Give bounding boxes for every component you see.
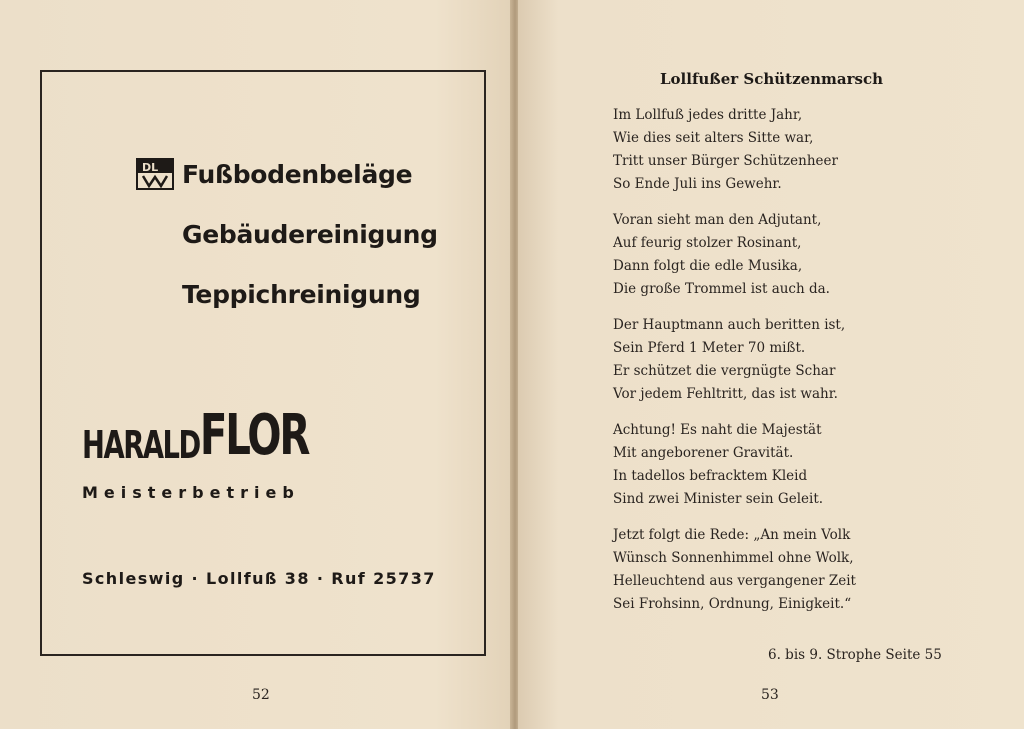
- stanza-line: Wie dies seit alters Sitte war,: [613, 130, 814, 146]
- brand-first-name: HARALD: [82, 423, 200, 467]
- stanza-line: Der Hauptmann auch beritten ist,: [613, 317, 846, 333]
- stanza-line: So Ende Juli ins Gewehr.: [613, 176, 782, 192]
- stanza-line: Helleuchtend aus vergangener Zeit: [613, 573, 856, 589]
- stanza-line: Sind zwei Minister sein Geleit.: [613, 491, 824, 507]
- stanza-line: Wünsch Sonnenhimmel ohne Wolk,: [613, 550, 854, 566]
- ad-line-carpet-cleaning: Teppichreinigung: [182, 280, 421, 309]
- stanza-5: [613, 524, 856, 616]
- brand-address: Schleswig · Lollfuß 38 · Ruf 25737: [82, 569, 436, 588]
- stanza-line: Dann folgt die edle Musika,: [613, 258, 803, 274]
- page-number-right: 53: [761, 687, 779, 703]
- stanza-reference-note: 6. bis 9. Strophe Seite 55: [768, 647, 942, 663]
- stanza-line: Sein Pferd 1 Meter 70 mißt.: [613, 340, 806, 356]
- stanza-line: Vor jedem Fehltritt, das ist wahr.: [613, 386, 838, 402]
- stanza-3: [613, 314, 845, 406]
- stanza-2: [613, 209, 830, 301]
- brand-last-name: FLOR: [199, 403, 309, 468]
- stanza-4: [613, 419, 823, 511]
- stanza-line: In tadellos befracktem Kleid: [613, 468, 808, 484]
- dlw-logo-icon: [136, 158, 174, 190]
- page-number-left: 52: [252, 687, 270, 703]
- poem-title: Lollfußer Schützenmarsch: [660, 70, 884, 88]
- stanza-line: Sei Frohsinn, Ordnung, Einigkeit.“: [613, 596, 852, 612]
- stanza-line: Im Lollfuß jedes dritte Jahr,: [613, 107, 803, 123]
- stanza-line: Jetzt folgt die Rede: „An mein Volk: [613, 527, 851, 543]
- stanza-line: Mit angeborener Gravität.: [613, 445, 794, 461]
- stanza-line: Er schützet die vergnügte Schar: [613, 363, 836, 379]
- stanza-line: Achtung! Es naht die Majestät: [613, 422, 822, 438]
- stanza-1: [613, 104, 838, 196]
- stanza-line: Tritt unser Bürger Schützenheer: [613, 153, 838, 169]
- svg-text:DL: DL: [142, 161, 159, 174]
- ad-line-flooring: Fußbodenbeläge: [182, 160, 413, 189]
- stanza-line: Die große Trommel ist auch da.: [613, 281, 830, 297]
- ad-line-building-cleaning: Gebäudereinigung: [182, 220, 438, 249]
- brand-subtitle: Meisterbetrieb: [82, 483, 300, 502]
- stanza-line: Voran sieht man den Adjutant,: [613, 212, 822, 228]
- stanza-line: Auf feurig stolzer Rosinant,: [613, 235, 802, 251]
- brand-name: [82, 403, 309, 468]
